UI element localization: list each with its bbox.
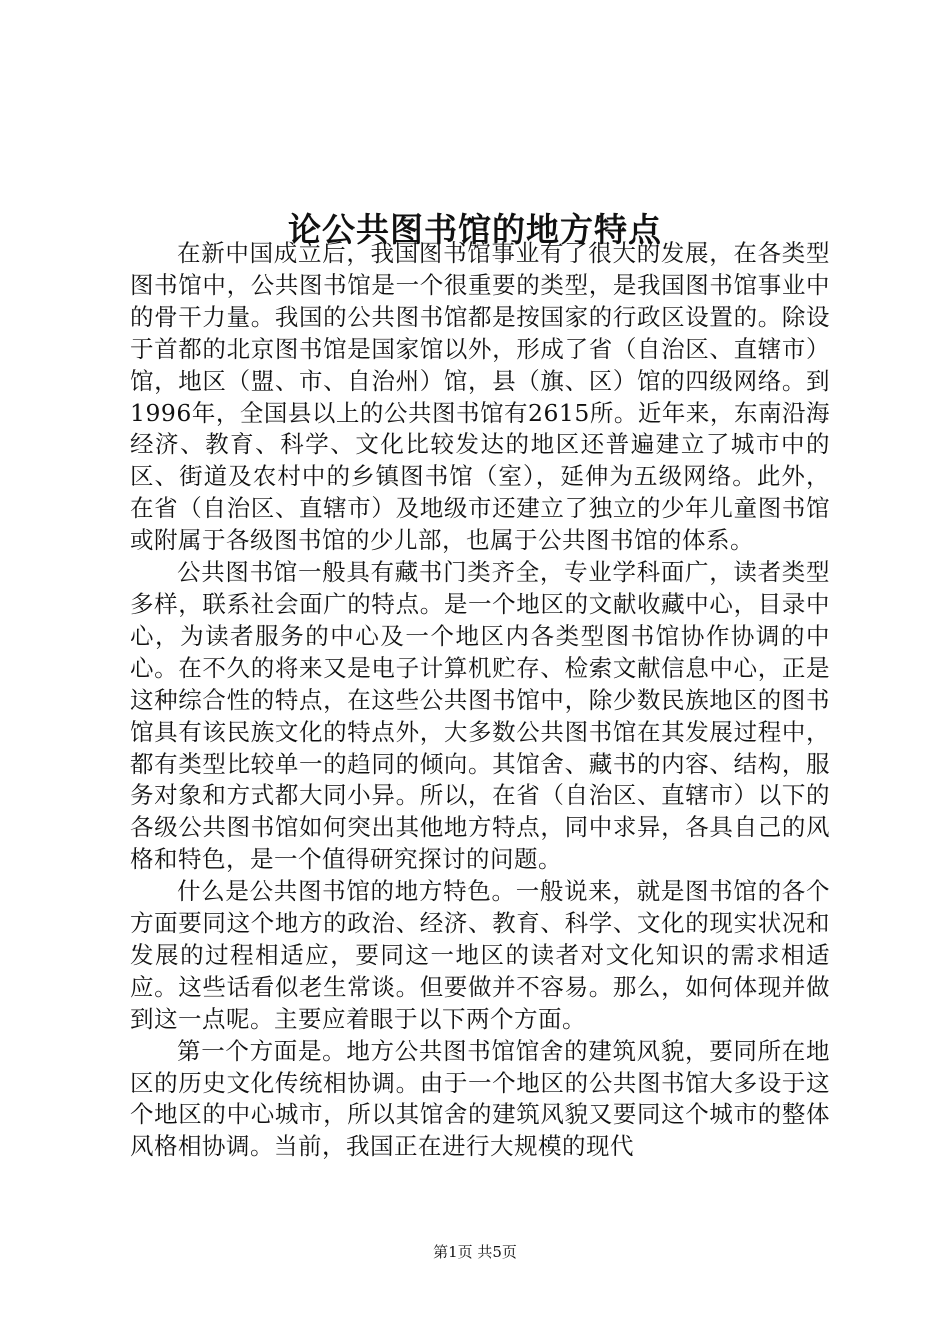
page-footer	[0, 1242, 950, 1262]
paragraph-3: 什么是公共图书馆的地方特色。一般说来，就是图书馆的各个方面要同这个地方的政治、经济、教育、科学、文化的现实状况和发展的过程相适应，要同这一地区的读者对文化知识的需求相适应。这些话看似老生常谈。但要做并不容易。那么，如何体现并做到这一点呢。主要应着眼于以下两个方面。	[130, 877, 830, 1033]
paragraph-1: 在新中国成立后，我国图书馆事业有了很大的发展，在各类型图书馆中，公共图书馆是一个很重要的类型，是我国图书馆事业中的骨干力量。我国的公共图书馆都是按国家的行政区设置的。除设于首都的北京图书馆是国家馆以外，形成了省（自治区、直辖市）馆，地区（盟、市、自治州）馆，县（旗、区）馆的四级网络。到1996年，全国县以上的公共图书馆有2615所。近年来，东南沿海经济、教育、科学、文化比较发达的地区还普遍建立了城市中的区、街道及农村中的乡镇图书馆（室），延伸为五级网络。此外，在省（自治区、直辖市）及地级市还建立了独立的少年儿童图书馆或附属于各级图书馆的少儿部，也属于公共图书馆的体系。	[130, 239, 830, 555]
document-title: 论公共图书馆的地方特点	[288, 210, 662, 250]
paragraph-2: 公共图书馆一般具有藏书门类齐全，专业学科面广，读者类型多样，联系社会面广的特点。是一个地区的文献收藏中心，目录中心，为读者服务的中心及一个地区内各类型图书馆协作协调的中心。在不久的将来又是电子计算机贮存、检索文献信息中心，正是这种综合性的特点，在这些公共图书馆中，除少数民族地区的图书馆具有该民族文化的特点外，大多数公共图书馆在其发展过程中，都有类型比较单一的趋同的倾向。其馆舍、藏书的内容、结构，服务对象和方式都大同小异。所以，在省（自治区、直辖市）以下的各级公共图书馆如何突出其他地方特点，同中求异，各具自己的风格和特色，是一个值得研究探讨的问题。	[130, 558, 830, 874]
paragraph-4: 第一个方面是。地方公共图书馆馆舍的建筑风貌，要同所在地区的历史文化传统相协调。由于一个地区的公共图书馆大多设于这个地区的中心城市，所以其馆舍的建筑风貌又要同这个城市的整体风格相协调。当前，我国正在进行大规模的现代	[130, 1036, 830, 1161]
page-number-label: 第1页 共5页	[433, 1243, 517, 1261]
document-body	[130, 238, 830, 1163]
